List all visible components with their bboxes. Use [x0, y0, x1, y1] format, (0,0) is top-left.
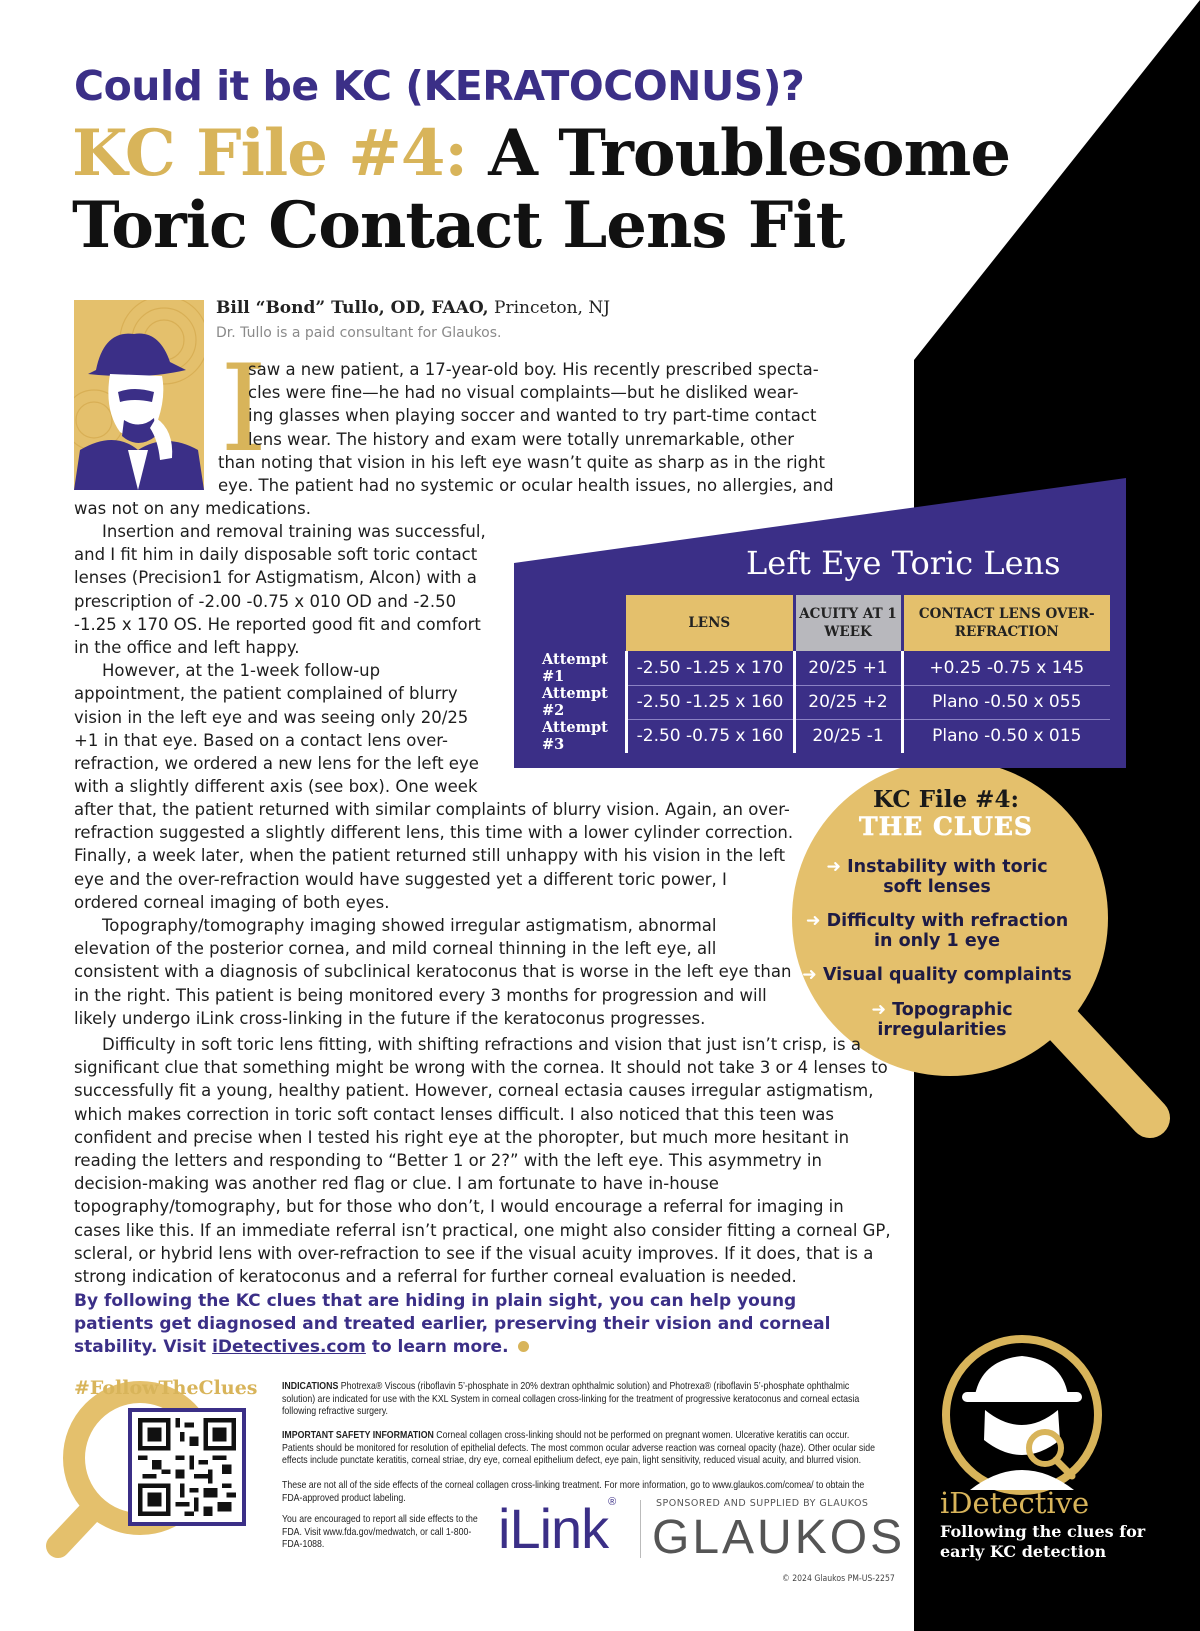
- cell-acuity: 20/25 +2: [794, 685, 902, 719]
- ilink-wordmark: iLink: [498, 1497, 609, 1560]
- idetective-title: iDetective: [940, 1486, 1090, 1520]
- title-line1: A Troublesome: [466, 116, 1011, 191]
- row-label: Attempt #1: [530, 651, 626, 685]
- cell-lens: -2.50 -0.75 x 160: [626, 719, 794, 753]
- safety-information: [282, 1430, 875, 1468]
- lens-table-title: Left Eye Toric Lens: [746, 544, 1061, 582]
- ilink-logo: [498, 1496, 615, 1561]
- arrow-right-icon: ➜: [802, 965, 823, 985]
- kicker-headline: Could it be KC (KERATOCONUS)?: [74, 62, 805, 110]
- isi-label: IMPORTANT SAFETY INFORMATION: [282, 1430, 434, 1441]
- cell-lens: -2.50 -1.25 x 160: [626, 685, 794, 719]
- author-disclosure: Dr. Tullo is a paid consultant for Glaukos.: [216, 325, 502, 341]
- cell-lens: -2.50 -1.25 x 170: [626, 651, 794, 685]
- paragraph-1-line: lens wear. The history and exam were totally unremarkable, other: [248, 429, 795, 449]
- wide-column-top: [74, 798, 794, 1030]
- header-lens: LENS: [626, 595, 794, 651]
- clues-title: KC File #4:: [873, 786, 1019, 813]
- byline: [216, 298, 876, 318]
- paragraph-1-tail: was not on any medications.: [74, 499, 312, 518]
- paragraph-3-continued: after that, the patient returned with similar complaints of blurry vision. Again, an over-refraction suggested a slightly different lens, this time with a lower cylinder correction. Finally, a week later, when the patient returned still unhappy with his vision in the left eye and the over-refraction would have suggested yet a different toric power, I ordered corneal imaging of both eyes.: [74, 800, 794, 912]
- clues-heading: [826, 786, 1066, 840]
- closing-text: By following the KC clues that are hiding in plain sight, you can help young patients get diagnosed and treated earlier, preserving their vision and corneal stability. Visit: [74, 1291, 831, 1357]
- closing-tail: to learn more.: [365, 1337, 509, 1357]
- author-name: Bill “Bond” Tullo, OD, FAAO,: [216, 298, 489, 318]
- cell-over-refraction: Plano -0.50 x 015: [932, 726, 1082, 747]
- indications: [282, 1381, 875, 1419]
- paragraph-1-line: saw a new patient, a 17-year-old boy. His recently prescribed specta-: [248, 360, 819, 379]
- drop-cap: I: [220, 340, 268, 479]
- arrow-right-icon: ➜: [871, 1000, 893, 1020]
- closing-statement: [74, 1290, 874, 1359]
- paragraph-1-line: ing glasses when playing soccer and wanted to try part-time contact: [248, 406, 817, 426]
- clue-item: [812, 857, 1062, 897]
- paragraph-1-line: eye. The patient had no systemic or ocular health issues, no allergies, and: [218, 476, 834, 496]
- sponsor-line: SPONSORED AND SUPPLIED BY GLAUKOS: [656, 1498, 869, 1509]
- cell-over-refraction: Plano -0.50 x 055: [902, 685, 1110, 719]
- clue-text: Difficulty with refraction in only 1 eye: [826, 911, 1069, 951]
- row-label: Attempt #3: [530, 719, 626, 753]
- copyright: © 2024 Glaukos PM-US-2257: [782, 1574, 895, 1584]
- cell-acuity: 20/25 +1: [794, 651, 902, 685]
- table-row: [530, 719, 1110, 753]
- cell-over-refraction: +0.25 -0.75 x 145: [902, 651, 1110, 685]
- clues-subtitle: THE CLUES: [858, 812, 1033, 841]
- hashtag: #FollowTheClues: [74, 1377, 258, 1399]
- title-highlight: KC File #4:: [72, 116, 467, 191]
- report-side-effects: You are encouraged to report all side effects to the FDA. Visit www.fda.gov/medwatch, or call 1-800-FDA-1088.: [282, 1514, 478, 1551]
- clue-text: Topographic irregularities: [877, 1000, 1013, 1040]
- clue-item: [796, 911, 1078, 951]
- table-row: [530, 651, 1110, 685]
- idetective-tagline: Following the clues for early KC detection: [940, 1522, 1146, 1561]
- ilink-registered-mark: ®: [608, 1496, 616, 1508]
- paragraph-4: Topography/tomography imaging showed irregular astigmatism, abnormal elevation of the posterior cornea, and mild corneal thinning in the left eye, all consistent with a diagnosis of subclinical keratoconus that is worse in the left eye than in the right. This patient is being monitored every 3 months for progression and will likely undergo iLink cross-linking in the future if the keratoconus progresses.: [74, 916, 792, 1028]
- idetectives-link[interactable]: iDetectives.com: [212, 1337, 366, 1357]
- lens-table: [530, 595, 1110, 753]
- more-info: These are not all of the side effects of the corneal collagen cross-linking treatment. For more information, go to www.glaukos.com/comea/ to obtain the FDA-approved product labeling.: [282, 1480, 865, 1504]
- logo-divider: [640, 1500, 641, 1558]
- gold-dot-icon: [518, 1341, 529, 1352]
- author-portrait: [74, 300, 204, 490]
- clue-item: [852, 1000, 1032, 1040]
- header-over-refraction: CONTACT LENS OVER-REFRACTION: [902, 595, 1110, 651]
- isi-text: Corneal collagen cross-linking should not be performed on pregnant women. Ulcerative keratitis can occur. Patients should be monitored for resolution of epithelial defects. The most common ocular adverse reaction was corneal opacity (haze). Other ocular side effects include punctate keratitis, corneal striae, dry eye, corneal epithelium defect, eye pain, light sensitivity, reduced visual acuity, and blurred vision.: [282, 1430, 875, 1467]
- paragraph-2: Insertion and removal training was successful, and I fit him in daily disposable soft toric contact lenses (Precision1 for Astigmatism, Alcon) with a prescription of -2.00 -0.75 x 010 OD and -2.50 -1.25 x 170 OS. He reported good fit and comfort in the office and left happy.: [74, 522, 486, 658]
- paragraph-3-start: However, at the 1-week follow-up appointment, the patient complained of blurry vision in the left eye and was seeing only 20/25 +1 in that eye. Based on a contact lens over-refraction, we ordered a new lens for the left eye with a slightly different axis (see box). One week: [74, 661, 479, 797]
- wide-column-bottom: [74, 1033, 894, 1288]
- page-title: [72, 118, 1032, 262]
- cell-acuity: 20/25 -1: [794, 719, 902, 753]
- clue-text: Visual quality complaints: [822, 965, 1072, 985]
- footer-magnifier-handle: [58, 1512, 90, 1546]
- indications-text: Photrexa® Viscous (riboflavin 5’-phosphate in 20% dextran ophthalmic solution) and Photrexa® (riboflavin 5’-phosphate ophthalmic solution) are indicated for use with the KXL System in corneal collagen cross-linking for the treatment of progressive keratoconus and corneal ectasia following refractive surgery.: [282, 1381, 860, 1418]
- paragraph-1: [218, 358, 883, 497]
- clue-item: [796, 965, 1078, 985]
- table-row: [530, 685, 1110, 719]
- glaukos-logo: GLAUKOS: [652, 1511, 906, 1564]
- header-acuity: ACUITY AT 1 WEEK: [794, 595, 902, 651]
- narrow-column: [74, 520, 494, 798]
- title-line2: Toric Contact Lens Fit: [72, 188, 845, 263]
- indications-label: INDICATIONS: [282, 1381, 339, 1392]
- qr-code[interactable]: [128, 1408, 246, 1526]
- arrow-right-icon: ➜: [805, 911, 827, 931]
- header-empty: [530, 595, 626, 651]
- clue-text: Instability with toric soft lenses: [847, 857, 1048, 897]
- paragraph-1-line: than noting that vision in his left eye wasn’t quite as sharp as in the right: [218, 452, 826, 472]
- arrow-right-icon: ➜: [826, 857, 848, 877]
- author-location: Princeton, NJ: [488, 298, 611, 318]
- paragraph-1-line: cles were fine—he had no visual complaints—but he disliked wear-: [248, 383, 799, 403]
- row-label: Attempt #2: [530, 685, 626, 719]
- paragraph-5: Difficulty in soft toric lens fitting, with shifting refractions and vision that just isn’t crisp, is a significant clue that something might be wrong with the cornea. It should not take 3 or 4 lenses to successfully fit a young, healthy patient. However, corneal ectasia causes irregular astigmatism, which makes correction in toric soft contact lenses difficult. I also noticed that this teen was confident and precise when I tested his right eye at the phoropter, but much more hesitant in reading the letters and responding to “Better 1 or 2?” with the left eye. This asymmetry in decision-making was another red flag or clue. I am fortunate to have in-house topography/tomography, but for those who don’t, I would encourage a referral for imaging in cases like this. If an immediate referral isn’t practical, one might also consider fitting a corneal GP, scleral, or hybrid lens with over-refraction to see if the visual acuity improves. If it does, that is a strong indication of keratoconus and a referral for further corneal evaluation is needed.: [74, 1035, 891, 1287]
